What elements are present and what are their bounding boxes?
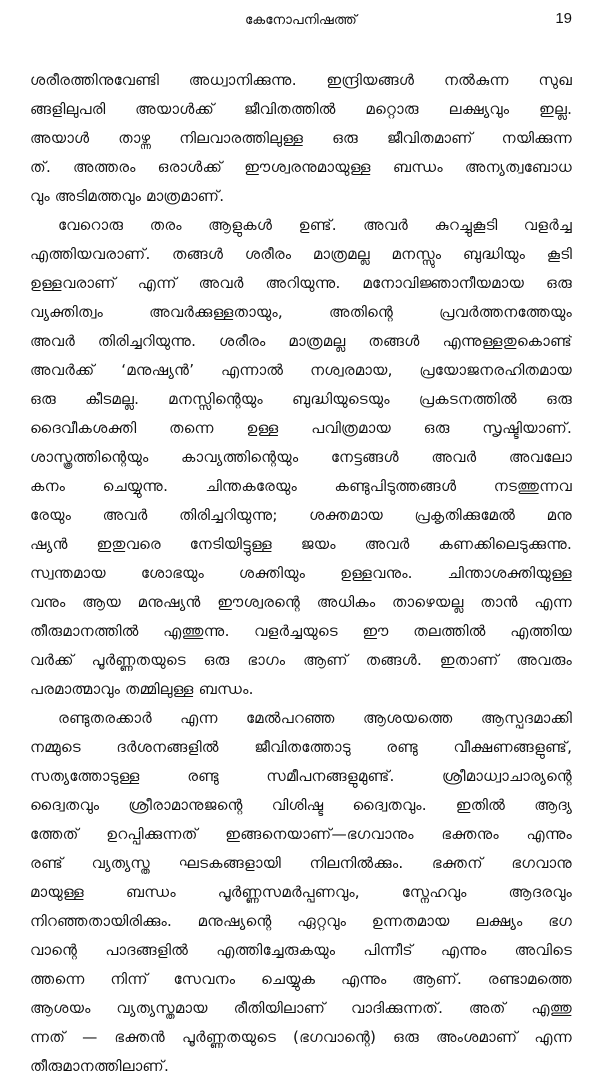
text-line: രണ്ട് വ്യത്യസ്ത ഘടകങ്ങളായി നിലനിൽക്കും. ഭക്തന് ഭഗവാനു — [30, 854, 572, 872]
text-line: ഒരു കീടമല്ല. മനസ്സിന്റെയും ബുദ്ധിയുടെയും പ്രകടനത്തിൽ ഒരു — [30, 390, 572, 408]
text-line: ശരീരത്തിനുവേണ്ടി അധ്വാനിക്കുന്നു. ഇന്ദ്രിയങ്ങൾ നൽകുന്ന സുഖ — [30, 71, 572, 89]
text-line: ദ്വൈതവും ശ്രീരാമാനുജന്റെ വിശിഷ്ട ദ്വൈതവും. ഇതിൽ ആദ്യ — [30, 796, 572, 814]
text-line: വാന്റെ പാദങ്ങളിൽ എത്തിച്ചേരുകയും പിന്നീട് എന്നും അവിടെ — [30, 941, 572, 959]
text-line: ശാസ്ത്രത്തിന്റെയും കാവ്യത്തിന്റെയും നേട്ടങ്ങൾ അവർ അവലോ — [30, 448, 572, 466]
text-line: ങ്ങളിലുപരി അയാൾക്ക് ജീവിതത്തിൽ മറ്റൊരു ലക്ഷ്യവും ഇല്ല. — [30, 100, 572, 118]
text-line: സ്വന്തമായ ശോഭയും ശക്തിയും ഉള്ളവനും. ചിന്താശക്തിയുള്ള — [30, 564, 572, 582]
text-line: ഉള്ളവരാണ് എന്ന് അവർ അറിയുന്നു. മനോവിജ്ഞാനീയമായ ഒരു — [30, 274, 572, 292]
paragraph-1 — [30, 66, 572, 211]
text-line: വേറൊരു തരം ആളുകൾ ഉണ്ട്. അവർ കുറച്ചുകൂടി വളർച്ച — [58, 216, 572, 234]
text-line: പരമാത്മാവും തമ്മിലുള്ള ബന്ധം. — [30, 680, 254, 698]
text-line: തീരുമാനത്തിലാണ്. — [30, 1057, 169, 1075]
page-header — [30, 8, 572, 48]
page-number: 19 — [555, 10, 572, 27]
paragraph-2 — [30, 211, 572, 704]
text-line: നിറഞ്ഞതായിരിക്കും. മനുഷ്യന്റെ ഏറ്റവും ഉന്നതമായ ലക്ഷ്യം ഭഗ — [30, 912, 572, 930]
text-line: വ്യക്തിത്വം അവർക്കുള്ളതായും, അതിന്റെ പ്രവർത്തനത്തേയും — [30, 303, 572, 321]
text-line: രണ്ടുതരക്കാർ എന്ന മേൽപറഞ്ഞ ആശയത്തെ ആസ്പദമാക്കി — [58, 709, 572, 727]
text-line: അയാൾ താഴ്ന്ന നിലവാരത്തിലുള്ള ഒരു ജീവിതമാണ് നയിക്കുന്ന — [30, 129, 572, 147]
text-line: കനം ചെയ്യുന്നു. ചിന്തകരേയും കണ്ടുപിടുത്തങ്ങൾ നടത്തുന്നവ — [30, 477, 572, 495]
text-line: ഷ്യൻ ഇതുവരെ നേടിയിട്ടുള്ള ജയം അവർ കണക്കിലെടുക്കുന്നു. — [30, 535, 572, 553]
text-line: ത്തന്നെ നിന്ന് സേവനം ചെയ്യുക എന്നും ആണ്. രണ്ടാമത്തെ — [30, 970, 572, 988]
text-line: വും അടിമത്തവും മാത്രമാണ്. — [30, 187, 225, 205]
text-line: ത്തേത് ഉറപ്പിക്കുന്നത് ഇങ്ങനെയാണ്—ഭഗവാനും ഭക്തനും എന്നും — [30, 825, 572, 843]
text-line: ആശയം വ്യത്യസ്തമായ രീതിയിലാണ് വാദിക്കുന്നത്. അത് എത്തു — [30, 999, 572, 1017]
text-line: നമ്മുടെ ദർശനങ്ങളിൽ ജീവിതത്തോടു രണ്ടു വീക്ഷണങ്ങളുണ്ട്, — [30, 738, 572, 756]
text-line: ദൈവീകശക്തി തന്നെ ഉള്ള പവിത്രമായ ഒരു സൃഷ്ടിയാണ്. — [30, 419, 572, 437]
text-line: ത്. അത്തരം ഒരാൾക്ക് ഈശ്വരനുമായുള്ള ബന്ധം അന്യത്വബോധ — [30, 158, 572, 176]
running-head: കേനോപനിഷത്ത് — [244, 12, 358, 28]
body-text — [30, 66, 572, 1081]
text-line: രേയും അവർ തിരിച്ചറിയുന്നു; ശക്തമായ പ്രകൃതിക്കുമേൽ മനു — [30, 506, 572, 524]
text-line: സത്യത്തോടുള്ള രണ്ടു സമീപനങ്ങളുമുണ്ട്. ശ്രീമാധ്വാചാര്യന്റെ — [30, 767, 572, 785]
paragraph-3 — [30, 704, 572, 1081]
text-line: എത്തിയവരാണ്. തങ്ങൾ ശരീരം മാത്രമല്ല മനസ്സും ബുദ്ധിയും കൂടി — [30, 245, 572, 263]
text-line: അവർ തിരിച്ചറിയുന്നു. ശരീരം മാത്രമല്ല തങ്ങൾ എന്നുള്ളതുകൊണ്ട് — [30, 332, 572, 350]
text-line: വനും ആയ മനുഷ്യൻ ഈശ്വരന്റെ അധികം താഴെയല്ല താൻ എന്ന — [30, 593, 572, 611]
text-line: വർക്ക് പൂർണ്ണതയുടെ ഒരു ഭാഗം ആണ് തങ്ങൾ. ഇതാണ് അവരും — [30, 651, 572, 669]
text-line: അവർക്ക് ‘മനുഷ്യൻ’ എന്നാൽ നശ്വരമായ, പ്രയോജനരഹിതമായ — [30, 361, 572, 379]
text-line: മായുള്ള ബന്ധം പൂർണ്ണസമർപ്പണവും, സ്നേഹവും ആദരവും — [30, 883, 572, 901]
text-line: ന്നത് — ഭക്തൻ പൂർണ്ണതയുടെ (ഭഗവാന്റെ) ഒരു അംശമാണ് എന്ന — [30, 1028, 572, 1046]
text-line: തീരുമാനത്തിൽ എത്തുന്നു. വളർച്ചയുടെ ഈ തലത്തിൽ എത്തിയ — [30, 622, 572, 640]
